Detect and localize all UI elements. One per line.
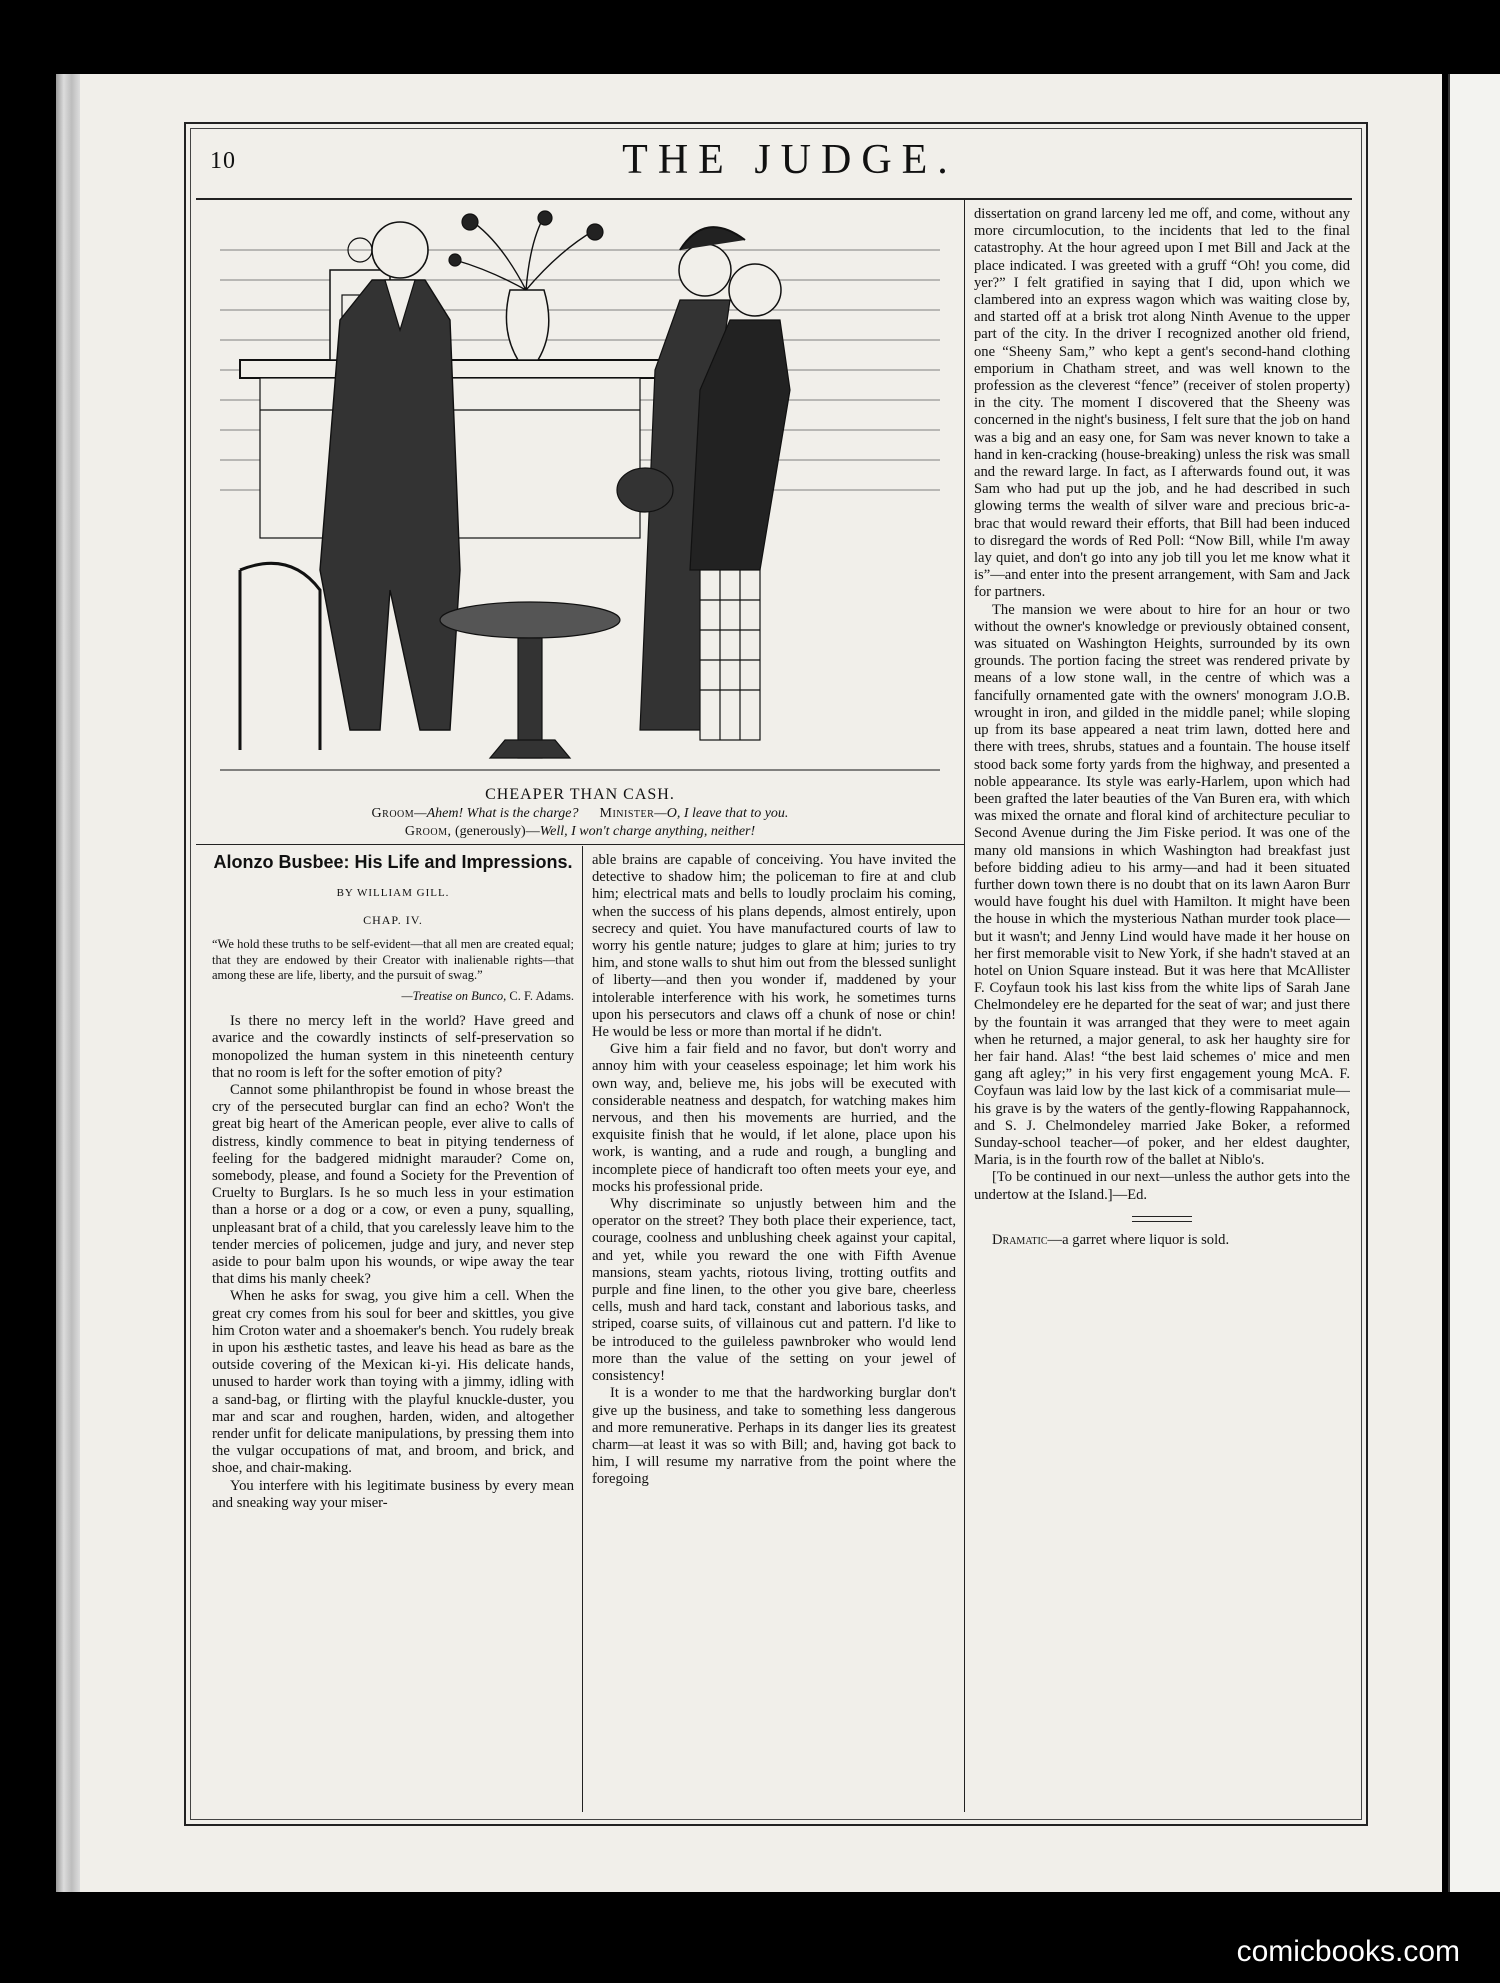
paragraph: dissertation on grand larceny led me off, and come, without any more circumlocution, to the incidents that led to the final catastrophy. At the hour agreed upon I met Bill and Jack at the place indicated. I was greeted with a gruff “Oh! you come, did yer?” I felt gratified in saying that I did, upon which we clambered into an express wagon which was waiting close by, and started off at a brisk trot along Ninth Avenue to the upper part of the city. In the driver I recognized another old friend, one “Sheeny Sam,” who kept a gent's second-hand clothing emporium in Chatham street, and was well known to the profession as the cleverest “fence” (receiver of stolen property) in the city. The moment I discovered that the Sheeny was concerned in the night's business, I felt sure that the job on hand was a big and an easy one, for Sam was never known to take a hand in ken-cracking (house-breaking) unless the risk was small and the reward large. In fact, as I afterwards found out, it was Sam who had put up the job, and he had described in such glowing terms the wealth of silver ware and precious bric-a-brac that would reward their efforts, that Bill had been induced to disregard the words of Red Poll: “Now Bill, while I'm away lay quiet, and don't go into any job till you let me know what it is”—and enter into the present arrangement, with Sam and Jack for partners. — [974, 206, 1350, 601]
speaker-groom-2: Groom, — [404, 824, 452, 839]
masthead: THE JUDGE. — [622, 137, 958, 183]
article-column-2 — [592, 852, 956, 1812]
masthead-rule — [196, 198, 1352, 200]
chapter-heading: CHAP. IV. — [363, 913, 423, 928]
groom-line: —Ahem! What is the charge? — [414, 806, 579, 821]
cartoon-title: CHEAPER THAN CASH. — [485, 786, 675, 803]
column-rule-right — [964, 200, 965, 1812]
paragraph: Cannot some philanthropist be found in whose breast the cry of the persecuted burglar can find an echo? Won't the great big heart of the American people, ever alive to calls of distress, kindly commence to beat in pitying tenderness of feeling for the badgered midnight marauder? Come on, somebody, please, and found a Society for the Prevention of Cruelty to Burglars. Is he so much less in your estimation than a horse or a dog or a cow, or even a puny, squalling, unpleasant brat of a child, that you carelessly leave him to the tender mercies of policemen, judge and jury, and never step aside to pour balm upon his wounds, or wipe away the tear that dims his manly cheek? — [212, 1081, 574, 1288]
paragraph: When he asks for swag, you give him a cell. When the great cry comes from his soul for beer and skittles, you give him Croton water and a shoemaker's bench. You rudely break in upon his æsthetic tastes, and leave his head as bare as the outside covering of the Mexican ki-yi. His delicate hands, unused to harder work than toying with a jimmy, idling with a sand-bag, or flirting with the playful knuckle-duster, you mar and scar and roughen, harden, widen, and altogether render unfit for delicate manipulations, by pressing them into the vulgar occupations of mat, and broom, and brick, and shoe, and chair-making. — [212, 1288, 574, 1477]
epigraph-author: C. F. Adams. — [506, 988, 574, 1003]
editor-note: [To be continued in our next—unless the author gets into the undertow at the Island.]—Ed. — [974, 1169, 1350, 1203]
paragraph: able brains are capable of conceiving. You have invited the detective to shadow him; the policeman to fire at and club him; electrical mats and bells to loudly proclaim his coming, when the success of his plans depends, almost entirely, upon secrecy and quiet. You have manufactured courts of law to worry his gentle nature; judges to glare at him; juries to try him, and stone walls to shut him out from the blessed sunlight of liberty—and then you wonder if, maddened by your intolerable interference with his work, he sometimes turns upon his persecutors and claws off a chunk of nose or chin! He would be less or more than mortal if he didn't. — [592, 852, 956, 1041]
cartoon-caption-line-1 — [200, 806, 960, 822]
paragraph: You interfere with his legitimate business by every mean and sneaking way your miser- — [212, 1477, 574, 1511]
cartoon-caption-line-2 — [200, 824, 960, 840]
epigraph-source: —Treatise on Bunco, — [401, 988, 507, 1003]
paragraph: The mansion we were about to hire for an hour or two without the owner's knowledge or previously obtained consent, was situated on Washington Heights, surrounded by its own grounds. The portion facing the street was rendered private by means of a low stone wall, in the centre of which was a fancifully ornamented gate with the owners' monogram J.O.B. wrought in iron, and gilded in the middle panel; while sloping up from its base appeared a neat trim lawn, dotted here and there with trees, shrubs, statues and a fountain. The house itself stood back some forty yards from the highway, and presented a noble appearance. Its style was early-Harlem, upon which had been grafted the later beauties of the Van Buren era, with which was mixed the ornate and floral kind of architecture peculiar to Second Avenue during the Jim Fiske period. It was one of the many old mansions in which Washington had breakfast just before bidding adieu to his army—and had it been situated further down town there is no doubt that on its lawn Aaron Burr would have fought his duel with Hamilton. It might have been the house in which the mysterious Nathan murder took place—but it wasn't; and Jenny Lind would have made it her house on her first memorable visit to New York, if she hadn't staved at an hotel on Union Square instead. But it was here that McAllister F. Coyfaun took his last kiss from the white lips of Sarah Jane Chelmondeley ere he departed for the seat of war; and just there by the fountain it was arranged that they were to meet again when he returned, a major general, to ask her haughty sire for her fair hand. Alas! “the best laid schemes o' mice and men gang aft agley;” in his very first engagement young McA. F. Coyfaun was laid low by the last kick of a commisariat mule—his grave is by the waters of the gently-flowing Rappahannock, and S. J. Chelmondeley married Jake Boker, a reformed Sunday-school teacher—of poker, and her eldest daughter, Maria, is in the fourth row of the ballet at Niblo's. — [974, 601, 1350, 1169]
page-stack-edges — [56, 74, 82, 1892]
speaker-groom: Groom — [371, 806, 415, 821]
stage-direction: (generously)— — [451, 824, 540, 839]
article-title: Alonzo Busbee: His Life and Impressions. — [213, 852, 573, 872]
paragraph: It is a wonder to me that the hardworking burglar don't give up the business, and take to something less dangerous and more remunerative. Perhaps in its danger lies its greatest charm—at least it was so with Bill; and, having got back to him, I will resume my narrative from the point where the foregoing — [592, 1385, 956, 1488]
facing-page-edge — [1448, 74, 1500, 1892]
article-column-3 — [974, 206, 1350, 1812]
column-rule-left — [582, 846, 583, 1812]
epigraph: “We hold these truths to be self-evident—that all men are created equal; that they are endowed by their Creator with inalienable rights—that among these are life, liberty, and the pursuit of swag.” — [212, 937, 574, 983]
article-byline: BY WILLIAM GILL. — [336, 887, 450, 899]
squib-term: Dramatic — [992, 1231, 1048, 1248]
groom-reply: Well, I won't charge anything, neither! — [539, 824, 756, 839]
page-number: 10 — [210, 148, 236, 174]
minister-line: —O, I leave that to you. — [654, 806, 789, 821]
watermark: comicbooks.com — [1236, 1935, 1460, 1968]
epigraph-attribution — [212, 988, 574, 1005]
speaker-minister: Minister — [599, 806, 655, 821]
article-column-1 — [212, 852, 574, 1812]
cartoon-illustration — [200, 210, 960, 784]
cartoon-bottom-rule — [196, 844, 964, 845]
paragraph: Is there no mercy left in the world? Have greed and avarice and the cowardly instincts of self-preservation so monopolized the human system in this nineteenth century that no room is left for the softer emotion of pity? — [212, 1013, 574, 1081]
cartoon-drawing — [200, 210, 960, 784]
paragraph: Why discriminate so unjustly between him and the operator on the street? They both place their experience, tact, courage, coolness and unblushing cheek against your capital, and yet, while you reward the one with Fifth Avenue mansions, steam yachts, riotous living, trotting outfits and purple and fine linen, to the other you give bare, cheerless cells, mush and hard tack, constant and laborious tasks, and striped, coarse suits, of villainous cut and pattern. I'd like to be introduced to the guileless pawnbroker who would lend more than the value of the setting on your jewel of consistency! — [592, 1196, 956, 1385]
squib — [974, 1232, 1350, 1249]
squib-definition: —a garret where liquor is sold. — [1047, 1231, 1230, 1248]
paragraph: Give him a fair field and no favor, but don't worry and annoy him with your ceaseless espoinage; let him work his own way, and, believe me, his jobs will be executed with considerable neatness and despatch, for watching makes him nervous, and then his movements are hurried, and the exquisite finish that he would, if let alone, place upon his work, is wanting, and a rude and rough, a bungling and incomplete piece of handicraft too often meets your eye, and mocks his professional pride. — [592, 1041, 956, 1195]
closing-rule — [1132, 1216, 1192, 1222]
